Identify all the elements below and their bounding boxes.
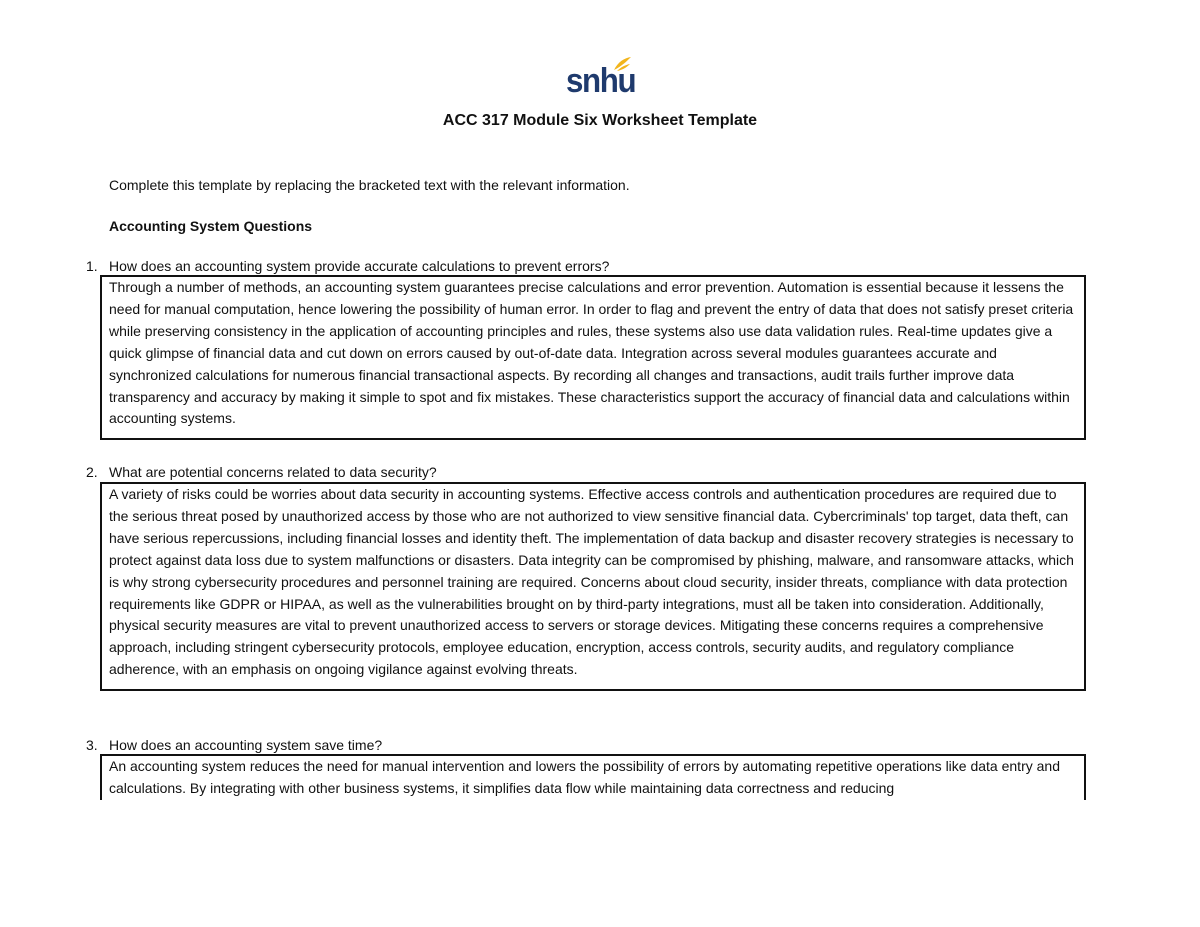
section-heading: Accounting System Questions	[109, 218, 313, 234]
answer-text: An accounting system reduces the need for manual intervention and lowers the possibility of errors by automating repetitive operations like data entry and calculations. By integrating with other business systems, it simplifies data flow while maintaining data correctness and reducing	[109, 758, 1060, 796]
question-number: 1.	[86, 258, 98, 274]
answer-box-2[interactable]	[100, 482, 1086, 691]
answer-text: A variety of risks could be worries about data security in accounting systems. Effective access controls and authentication procedures are required due to the serious threat posed by unauthorized access by those who are not authorized to view sensitive financial data. Cybercriminals' top target, data theft, can have serious repercussions, including financial losses and identity theft. The implementation of data backup and disaster recovery strategies is necessary to protect against data loss due to system malfunctions or disasters. Data integrity can be compromised by phishing, malware, and ransomware attacks, which is why strong cybersecurity procedures and personnel training are required. Concerns about cloud security, insider threats, compliance with data protection requirements like GDPR or HIPAA, as well as the vulnerabilities brought on by third-party integrations, must all be taken into consideration. Additionally, physical security measures are vital to prevent unauthorized access to servers or storage devices. Mitigating these concerns requires a comprehensive approach, including stringent cybersecurity protocols, employee education, encryption, access controls, security audits, and regulatory compliance adherence, with an emphasis on ongoing vigilance against evolving threats.	[109, 486, 1074, 678]
question-1	[86, 256, 609, 276]
instructions-text: Complete this template by replacing the bracketed text with the relevant information.	[109, 177, 630, 193]
question-3	[86, 735, 382, 755]
logo-wordmark: snhu	[566, 62, 636, 100]
answer-box-3[interactable]	[100, 754, 1086, 800]
question-text: What are potential concerns related to data security?	[109, 464, 437, 480]
question-text: How does an accounting system save time?	[109, 737, 383, 753]
question-2	[86, 462, 437, 482]
snhu-logo	[566, 56, 636, 102]
question-text: How does an accounting system provide accurate calculations to prevent errors?	[109, 258, 610, 274]
answer-box-1[interactable]	[100, 275, 1086, 440]
question-number: 2.	[86, 464, 98, 480]
answer-text: Through a number of methods, an accounting system guarantees precise calculations and error prevention. Automation is essential because it lessens the need for manual computation, hence lowering the possibility of human error. In order to flag and prevent the entry of data that does not satisfy preset criteria while preserving consistency in the application of accounting principles and rules, these systems also use data validation rules. Real-time updates give a quick glimpse of financial data and cut down on errors caused by out-of-date data. Integration across several modules guarantees accurate and synchronized calculations for numerous financial transactional aspects. By recording all changes and transactions, audit trails further improve data transparency and accuracy by making it simple to spot and fix mistakes. These characteristics support the accuracy of financial data and calculations within accounting systems.	[109, 279, 1074, 427]
question-number: 3.	[86, 737, 98, 753]
page-title: ACC 317 Module Six Worksheet Template	[442, 112, 758, 129]
